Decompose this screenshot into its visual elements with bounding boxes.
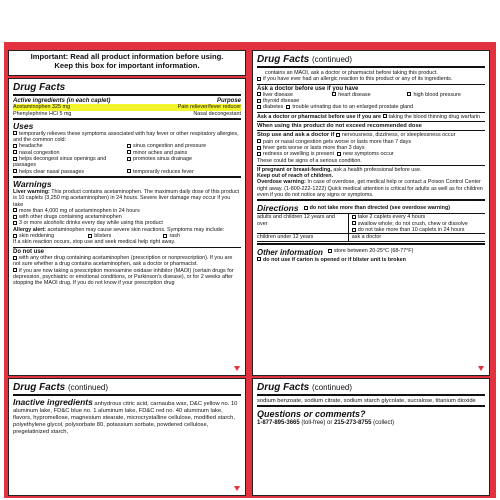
bullet-box-icon xyxy=(337,152,341,156)
list-item-text: pain or nasal congestion gets worse or lasts more than 7 days xyxy=(263,138,412,145)
list-item-text: liver disease xyxy=(263,91,293,98)
drug-facts-panel-right xyxy=(252,50,490,376)
liver-warning-label: Liver warning: xyxy=(13,188,50,195)
drug-facts-panel-bottom-right xyxy=(252,378,490,496)
drug-facts-panel-bottom-left xyxy=(8,378,246,496)
list-item-text: skin reddening xyxy=(19,233,55,240)
directions-who: adults and children 12 years and over xyxy=(257,214,349,233)
ingredient-name: Acetaminophen 325 mg xyxy=(13,104,70,111)
ingredient-purpose: Nasal decongestant xyxy=(193,110,241,117)
list-item-text: swallow whole; do not crush, chew or dissolve xyxy=(357,220,468,227)
list-item-text: blisters xyxy=(94,233,112,240)
directions-who: children under 12 years xyxy=(257,234,349,240)
divider xyxy=(13,176,241,178)
bullet-box-icon xyxy=(383,114,387,118)
divider xyxy=(257,121,485,122)
list-item xyxy=(13,156,127,169)
bullet-box-icon xyxy=(13,144,17,148)
list-item-text: temporarily reduces fever xyxy=(133,168,194,175)
inactive-ingredients xyxy=(13,398,241,436)
pregnancy-label: If pregnant or breast-feeding, xyxy=(257,166,332,173)
list-item-text: rash xyxy=(169,233,180,240)
inactive-continued: sodium benzoate, sodium citrate, sodium starch glycolate, sucralose, titanium dioxide xyxy=(257,398,476,404)
divider xyxy=(257,66,485,68)
bullet-box-icon xyxy=(13,208,17,212)
when-using-title: When using this product do not exceed recommended dose xyxy=(257,123,422,130)
list-item-text: heart disease xyxy=(338,91,371,98)
continue-arrow-icon xyxy=(234,366,240,371)
directions-title: Directions xyxy=(257,203,299,214)
list-item-text: do not take more than 10 caplets in 24 hours xyxy=(357,226,465,233)
list-item-text: nervousness, dizziness, or sleeplessness occur xyxy=(341,132,456,139)
bullet-box-icon xyxy=(332,92,336,96)
maoi-continued-text: contains an MAOI, ask a doctor or pharmacist before taking this product. xyxy=(265,70,438,76)
ask-pharmacist-label: Ask a doctor or pharmacist before use if you are xyxy=(257,113,382,120)
bullet-box-icon xyxy=(257,257,261,261)
list-item-text: diabetes xyxy=(263,104,284,111)
bullet-box-icon xyxy=(13,234,17,238)
directions-how: ask a doctor xyxy=(351,234,382,241)
bullet-box-icon xyxy=(286,105,290,109)
list-item-text: more than 4,000 mg of acetaminophen in 24 hours xyxy=(19,207,140,214)
drug-facts-title-continued xyxy=(257,54,485,65)
directions-table-row xyxy=(257,233,485,241)
list-item-text: take 2 caplets every 4 hours xyxy=(357,214,426,221)
list-item-text: promotes sinus drainage xyxy=(133,156,193,163)
phone-tollfree: 1-877-895-3665 xyxy=(257,420,300,427)
divider xyxy=(257,130,485,131)
list-item-text: thyroid disease xyxy=(263,98,300,105)
uses-list xyxy=(13,143,241,174)
list-item xyxy=(13,268,241,287)
bullet-box-icon xyxy=(13,150,17,154)
list-item xyxy=(407,92,482,98)
overdose-warning xyxy=(257,179,485,198)
overdose-text: In case of overdose, get medical help or contact a Poison Control Center right away. (1-800-222-1222) Quick medical attention is critical for adults as well as for children even if you do not notice any signs or symptoms. xyxy=(257,179,483,199)
bullet-box-icon xyxy=(88,234,92,238)
bullet-box-icon xyxy=(13,215,17,219)
continue-arrow-icon xyxy=(234,486,240,491)
liver-warning-text: This product contains acetaminophen. The maximum daily dose of this product is 10 caplets (3,250 mg acetaminophen) in 24 hours. Severe liver damage may occur if you take xyxy=(13,188,240,208)
bullet-box-icon xyxy=(328,249,332,253)
other-info-bold xyxy=(257,257,485,263)
divider xyxy=(13,394,241,396)
list-item xyxy=(127,169,241,175)
important-line-2: Keep this box for important information. xyxy=(54,61,200,70)
list-item-text: if you have ever had an allergic reaction to this product or any of its ingredients. xyxy=(263,76,453,83)
divider xyxy=(13,247,241,248)
ask-doctor-title: Ask a doctor before use if you have xyxy=(257,85,359,92)
list-item-text: helps decongest sinus openings and passages xyxy=(13,156,107,169)
inactive-title: Inactive ingredients xyxy=(13,397,93,407)
list-item xyxy=(332,92,407,98)
important-notice-box xyxy=(8,50,246,76)
bullet-box-icon xyxy=(257,77,261,81)
directions-how xyxy=(349,214,485,233)
other-info-title: Other information xyxy=(257,247,323,257)
list-item xyxy=(13,169,127,175)
phone-tollfree-note: (toll-free) or xyxy=(301,420,333,427)
allergy-alert-label: Allergy alert: xyxy=(13,226,46,233)
list-item xyxy=(352,227,485,233)
ingredient-purpose: Pain reliever/fever reducer xyxy=(177,104,241,111)
drug-facts-title: Drug Facts xyxy=(257,382,310,393)
directions-note xyxy=(304,205,451,211)
directions-table-row xyxy=(257,213,485,233)
uses-title: Uses xyxy=(13,120,34,131)
bullet-box-icon xyxy=(352,221,356,225)
purpose-header-label: Purpose xyxy=(216,98,241,104)
phone-collect-note: (collect) xyxy=(373,420,395,427)
list-item-text: fever gets worse or lasts more than 3 days xyxy=(263,144,365,151)
bullet-box-icon xyxy=(127,144,131,148)
bullet-box-icon xyxy=(13,256,17,260)
keep-out-of-reach: Keep out of reach of children. xyxy=(257,173,334,180)
drug-facts-panel-left xyxy=(8,78,246,376)
drug-facts-title: Drug Facts xyxy=(257,54,310,65)
overdose-label: Overdose warning: xyxy=(257,179,306,186)
bullet-box-icon xyxy=(127,150,131,154)
other-info-header xyxy=(257,247,485,257)
stop-use-title: Stop use and ask a doctor if xyxy=(257,132,335,139)
list-item-text: with any other drug containing acetaminophen (prescription or nonprescription). If you are not sure whether a drug contains acetaminophen, ask a doctor or pharmacist. xyxy=(13,254,233,268)
divider xyxy=(257,405,485,407)
list-item-text: high blood pressure xyxy=(413,91,461,98)
divider xyxy=(13,94,241,96)
uses-intro xyxy=(13,131,241,144)
list-item-text: helps clear nasal passages xyxy=(19,168,85,175)
list-item-text: trouble urinating due to an enlarged prostate gland xyxy=(292,104,414,111)
drug-facts-title-continued xyxy=(13,382,241,393)
list-item-text: new symptoms occur xyxy=(343,151,394,158)
ask-pharmacist xyxy=(257,114,485,120)
liver-warning xyxy=(13,189,241,208)
list-item xyxy=(127,156,241,169)
bullet-box-icon xyxy=(257,92,261,96)
drug-facts-title: Drug Facts xyxy=(13,82,66,93)
list-item-text: if you are now taking a prescription monoamine oxidase inhibitor (MAOI) (certain drugs for depression, psychiatric or emotional conditions, or Parkinson's disease), or for 2 weeks after stopping the MAOI drug. If you do not know if your prescription drug xyxy=(13,267,234,287)
continue-arrow-icon xyxy=(478,366,484,371)
list-item-text: minor aches and pains xyxy=(133,149,188,156)
directions-header xyxy=(257,203,485,213)
list-item xyxy=(13,255,241,268)
directions-note-text: do not take more than directed (see overdose warning) xyxy=(309,205,451,212)
stop-use-end: These could be signs of a serious condition. xyxy=(257,157,362,164)
bullet-box-icon xyxy=(13,268,17,272)
bullet-box-icon xyxy=(13,157,17,161)
list-item-text: with other drugs containing acetaminophen xyxy=(19,214,122,221)
inactive-text: anhydrous citric acid, carnauba wax, D&C yellow no. 10 aluminum lake, FD&C blue no. 1 aluminum lake, FD&C red no. 40 aluminum lake, flavors, hypromellose, magnesium stearate, microcrystalline cellulose, modified starch, polyethylene glycol, polysorbate 80, potassium sorbate, powdered cellulose, pregelatinized starch, xyxy=(13,401,238,435)
bullet-box-icon xyxy=(13,221,17,225)
bullet-box-icon xyxy=(13,169,17,173)
divider xyxy=(257,84,485,85)
warnings-title: Warnings xyxy=(13,178,52,189)
other-info-text: store between 20-25°C (68-77°F) xyxy=(333,248,414,255)
continued-label: (continued) xyxy=(68,383,109,392)
bullet-box-icon xyxy=(304,206,308,210)
bullet-box-icon xyxy=(257,139,261,143)
bullet-box-icon xyxy=(163,234,167,238)
questions-title: Questions or comments? xyxy=(257,409,366,420)
active-ingredient-row xyxy=(13,111,241,117)
divider xyxy=(257,199,485,201)
bullet-box-icon xyxy=(13,131,17,135)
pregnancy-text: ask a health professional before use. xyxy=(333,166,422,173)
phone-collect: 215-273-8755 xyxy=(334,420,372,427)
continued-label: (continued) xyxy=(312,55,353,64)
divider xyxy=(257,394,485,396)
list-item-text: sinus congestion and pressure xyxy=(133,143,207,150)
bullet-box-icon xyxy=(352,215,356,219)
active-header-label: Active ingredients (in each caplet) xyxy=(13,98,111,104)
bullet-box-icon xyxy=(336,133,340,137)
list-item-text: redness or swelling is present xyxy=(263,151,335,158)
bullet-box-icon xyxy=(257,105,261,109)
bullet-box-icon xyxy=(127,169,131,173)
drug-facts-title: Drug Facts xyxy=(13,382,66,393)
list-item-text: nasal congestion xyxy=(19,149,60,156)
list-item-text: headache xyxy=(19,143,43,150)
uses-intro-text: temporarily relieves these symptoms associated with hay fever or other respiratory allergies, and the common cold: xyxy=(13,130,239,144)
ask-pharmacist-text: taking the blood thinning drug warfarin xyxy=(388,113,480,120)
important-line-1: Important: Read all product information before using. xyxy=(30,52,224,61)
bullet-box-icon xyxy=(257,152,261,156)
ask-doctor-list-row xyxy=(257,104,485,110)
other-info-bold-text: do not use if carton is opened or if blister unit is broken xyxy=(263,256,406,263)
bullet-box-icon xyxy=(257,146,261,150)
bullet-box-icon xyxy=(127,157,131,161)
list-item-text: 3 or more alcoholic drinks every day while using this product xyxy=(19,220,163,227)
continued-label: (continued) xyxy=(312,383,353,392)
bullet-box-icon xyxy=(257,99,261,103)
bullet-box-icon xyxy=(407,92,411,96)
divider xyxy=(13,118,241,120)
divider xyxy=(257,165,485,166)
list-item xyxy=(257,76,485,82)
allergy-alert-text: acetaminophen may cause severe skin reactions. Symptoms may include: xyxy=(47,226,225,233)
questions-contact xyxy=(257,420,485,427)
drug-facts-title-continued xyxy=(257,382,485,393)
ingredient-name: Phenylephrine HCl 5 mg xyxy=(13,110,72,117)
divider xyxy=(257,243,485,245)
bullet-box-icon xyxy=(352,228,356,232)
other-info-item xyxy=(328,248,414,254)
divider xyxy=(257,112,485,113)
do-not-use-title: Do not use xyxy=(13,248,44,255)
allergy-end-text: If a skin reaction occurs, stop use and seek medical help right away. xyxy=(13,239,176,246)
